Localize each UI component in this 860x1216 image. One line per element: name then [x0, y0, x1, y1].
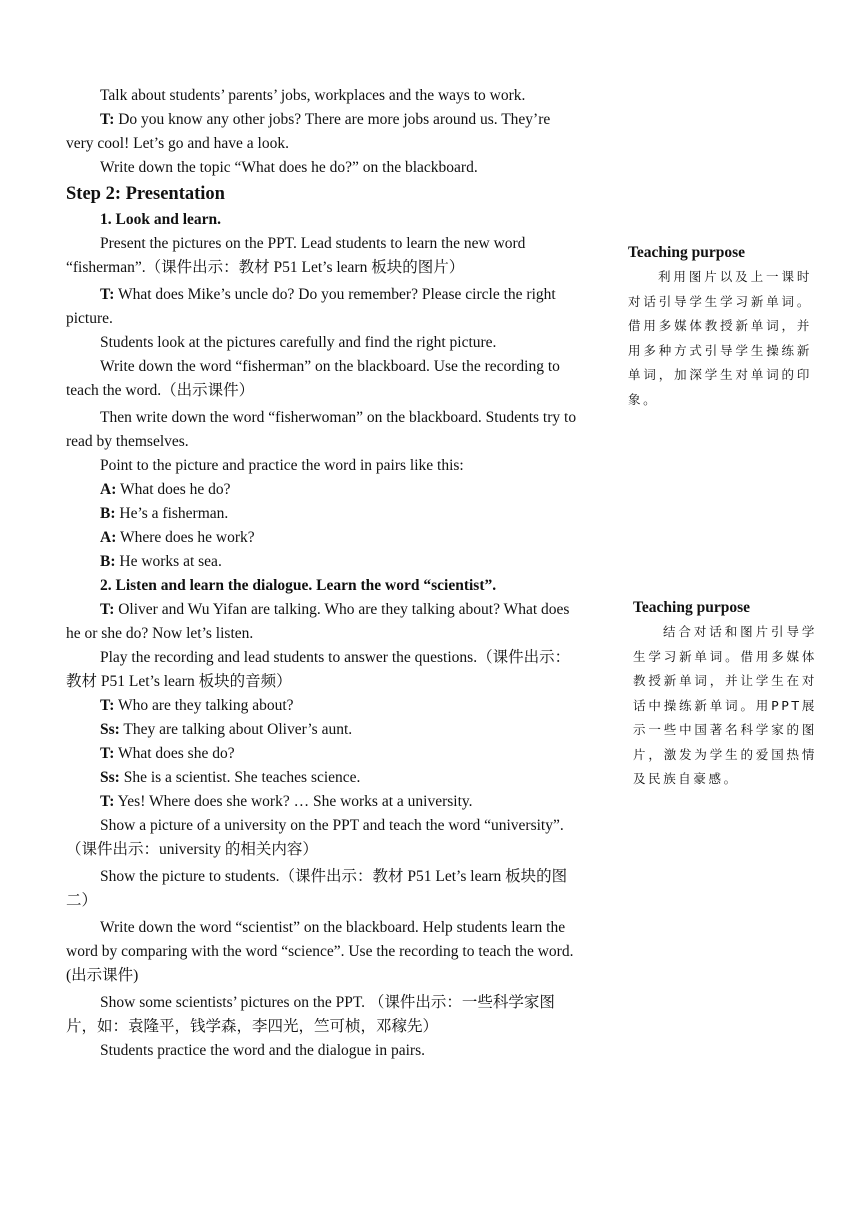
note-title: Teaching purpose	[633, 599, 750, 616]
speaker-text: Do you know any other jobs? There are more jobs around us. They’re very cool! Let’s go and have a look.	[66, 111, 551, 152]
dialogue-line	[66, 502, 578, 526]
section1-heading: 1. Look and learn.	[100, 211, 222, 228]
intro-paragraph-3: Write down the topic “What does he do?” on the blackboard.	[100, 159, 478, 176]
section2-paragraph-1	[66, 598, 578, 646]
speaker-label: T:	[100, 697, 115, 714]
dialogue-line	[66, 742, 578, 766]
note-title: Teaching purpose	[628, 244, 745, 261]
dialogue-line	[66, 478, 578, 502]
speaker-label: A:	[100, 529, 117, 546]
speaker-text: She is a scientist. She teaches science.	[119, 769, 361, 786]
speaker-text: He works at sea.	[115, 553, 222, 570]
dialogue-line	[66, 790, 578, 814]
speaker-label: Ss:	[100, 769, 120, 786]
speaker-label: T:	[100, 745, 115, 762]
section2-paragraph-7: Students practice the word and the dialogue in pairs.	[100, 1042, 425, 1059]
section1-paragraph-1: Present the pictures on the PPT. Lead students to learn the new word “fisherman”.（课件出示：教材 P51 Let’s learn 板块的图片）	[66, 235, 526, 276]
note-body: 结合对话和图片引导学生学习新单词。借用多媒体教授新单词，并让学生在对话中操练新单词。用PPT展示一些中国著名科学家的图片，激发为学生的爱国热情及民族自豪感。	[633, 624, 817, 786]
intro-paragraph-2	[66, 108, 578, 156]
speaker-label: B:	[100, 553, 116, 570]
speaker-text: They are talking about Oliver’s aunt.	[119, 721, 353, 738]
section2-paragraph-5: Write down the word “scientist” on the blackboard. Help students learn the word by comparing with the word “science”. Use the recording to teach the word. (出示课件)	[66, 919, 574, 984]
speaker-label: T:	[100, 601, 115, 618]
speaker-text: Where does he work?	[116, 529, 255, 546]
speaker-label: T:	[100, 286, 115, 303]
dialogue-line	[66, 718, 578, 742]
teaching-purpose-note-2	[633, 596, 817, 792]
section1-paragraph-6: Point to the picture and practice the word in pairs like this:	[100, 457, 464, 474]
lesson-plan-main	[66, 84, 578, 1063]
section2-paragraph-6: Show some scientists’ pictures on the PPT. （课件出示：一些科学家图片，如：袁隆平，钱学森，李四光，竺可桢，邓稼先）	[66, 994, 555, 1035]
speaker-text: What does Mike’s uncle do? Do you remember? Please circle the right picture.	[66, 286, 556, 327]
section1-paragraph-4: Write down the word “fisherman” on the blackboard. Use the recording to teach the word.（出示课件）	[66, 358, 560, 399]
dialogue-line	[66, 526, 578, 550]
section1-paragraph-5: Then write down the word “fisherwoman” on the blackboard. Students try to read by themselves.	[66, 409, 577, 450]
speaker-text: Oliver and Wu Yifan are talking. Who are they talking about? What does he or she do? Now let’s listen.	[66, 601, 570, 642]
speaker-text: What does he do?	[116, 481, 231, 498]
section1-paragraph-3: Students look at the pictures carefully and find the right picture.	[100, 334, 497, 351]
dialogue-line	[66, 550, 578, 574]
speaker-label: B:	[100, 505, 116, 522]
section2-paragraph-4: Show the picture to students.（课件出示：教材 P51 Let’s learn 板块的图二）	[66, 868, 568, 909]
speaker-text: He’s a fisherman.	[115, 505, 229, 522]
note-body: 利用图片以及上一课时对话引导学生学习新单词。借用多媒体教授新单词，并用多种方式引导学生操练新单词，加深学生对单词的印象。	[628, 269, 812, 407]
speaker-label: Ss:	[100, 721, 120, 738]
section1-paragraph-2	[66, 283, 578, 331]
speaker-label: T:	[100, 793, 115, 810]
intro-paragraph-1: Talk about students’ parents’ jobs, workplaces and the ways to work.	[100, 87, 526, 104]
speaker-text: Yes! Where does she work? … She works at a university.	[114, 793, 473, 810]
dialogue-line	[66, 766, 578, 790]
dialogue-line	[66, 694, 578, 718]
section2-paragraph-2: Play the recording and lead students to answer the questions.（课件出示：教材 P51 Let’s learn 板块的音频）	[66, 649, 571, 690]
speaker-text: Who are they talking about?	[114, 697, 294, 714]
teaching-purpose-note-1	[628, 241, 812, 412]
section2-paragraph-3: Show a picture of a university on the PPT and teach the word “university”.（课件出示：university 的相关内容）	[66, 817, 564, 858]
speaker-label: A:	[100, 481, 117, 498]
speaker-text: What does she do?	[114, 745, 235, 762]
section2-heading: 2. Listen and learn the dialogue. Learn the word “scientist”.	[100, 577, 497, 594]
speaker-label: T:	[100, 111, 115, 128]
step-title: Step 2: Presentation	[66, 184, 225, 204]
